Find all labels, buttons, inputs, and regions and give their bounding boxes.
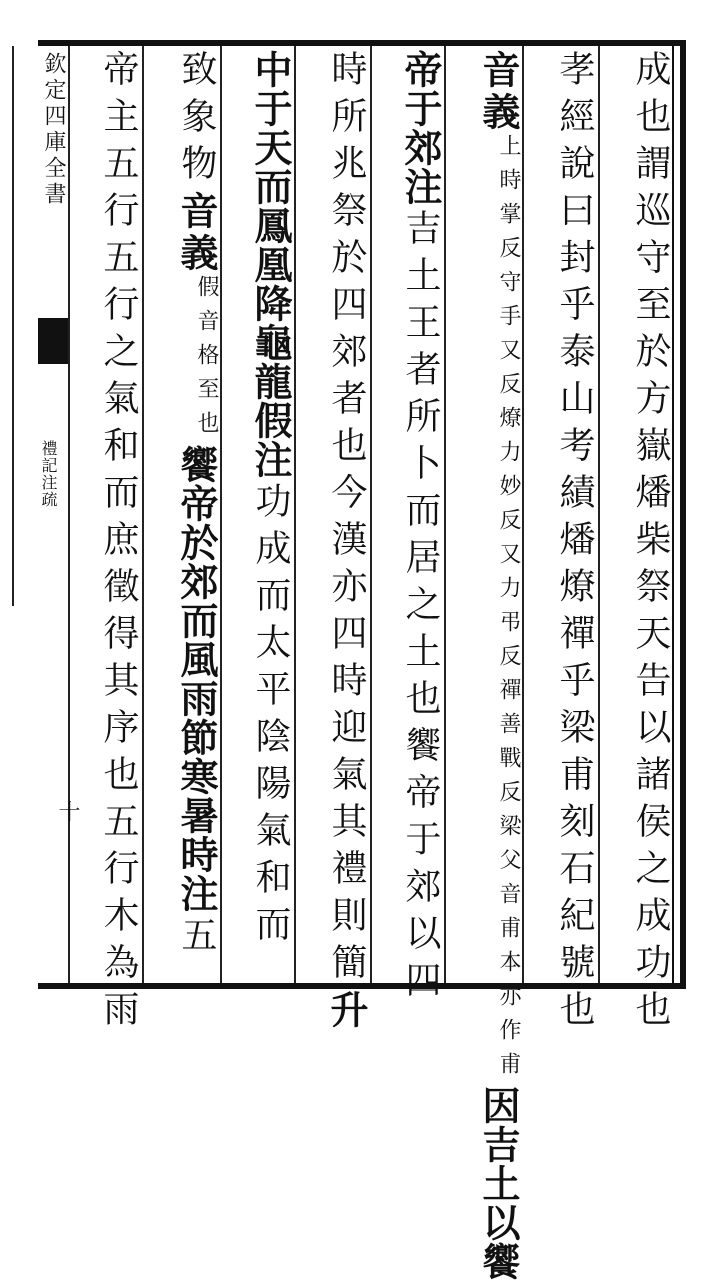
column-rule: [598, 46, 600, 983]
frame-right-inner-border: [672, 46, 674, 983]
main-text-run: 帝于郊: [398, 50, 443, 167]
annotation-line: 弔反禪善戰反梁父音甫本亦作甫: [496, 610, 521, 1086]
text-run: 成也謂巡守至於方嶽燔柴祭天告以諸侯之成功也: [630, 50, 671, 1037]
column-rule: [294, 46, 296, 983]
frame-right-border: [680, 40, 686, 989]
main-text-run: 因吉土以饗: [476, 1086, 521, 1281]
page-number: 十: [55, 800, 80, 822]
collection-title: 欽定四庫全書: [41, 52, 66, 208]
section-marker: 注: [174, 874, 219, 916]
text-column-2: [530, 50, 595, 1037]
main-text-run: 升: [324, 990, 369, 1029]
text-run: 致象物: [176, 50, 217, 191]
text-column-8: [74, 50, 139, 1037]
text-run: 時所兆祭於四郊者也今漢亦四時迎氣其禮則簡: [326, 50, 367, 990]
section-marker: 注: [398, 167, 443, 209]
annotation: [194, 275, 219, 445]
annotation-line: 假音格: [194, 275, 219, 377]
column-rule: [444, 46, 446, 983]
text-run: 五: [176, 916, 217, 963]
column-rule: [142, 46, 144, 983]
text-column-3: [452, 50, 521, 1281]
main-text-run: 中于天而鳳凰降龜龍假: [248, 50, 293, 440]
column-rule: [370, 46, 372, 983]
main-text-run: 饗帝於郊而風雨節寒暑時: [174, 445, 219, 874]
frame-top-border: [38, 40, 686, 46]
annotation-line: 至也: [194, 377, 219, 445]
book-title: 禮記注疏: [39, 440, 58, 508]
text-run: 孝經說曰封乎泰山考績燔燎禪乎梁甫刻石紀號也: [554, 50, 595, 1037]
text-run: 功成而太平陰陽氣和而: [250, 482, 291, 952]
text-run: 吉土王者所卜而居之土也饗帝于郊以四: [400, 209, 441, 1008]
fore-edge-fishtail: [38, 318, 68, 364]
text-column-4: [378, 50, 443, 1008]
column-rule: [220, 46, 222, 983]
section-marker: 音義: [174, 191, 219, 275]
text-column-5: [302, 50, 369, 1029]
text-run: 帝主五行五行之氣和而庶徵得其序也五行木為雨: [98, 50, 139, 1037]
section-marker: 注: [248, 440, 293, 482]
annotation-line: 上時掌反守手又反燎力妙反又力: [496, 134, 521, 610]
annotation: [496, 134, 521, 1086]
section-marker: 音義: [476, 50, 521, 134]
fore-edge-line: [12, 46, 14, 606]
column-rule: [522, 46, 524, 983]
text-column-1: [606, 50, 671, 1037]
text-column-6: [228, 50, 293, 980]
text-column-7: [150, 50, 219, 980]
